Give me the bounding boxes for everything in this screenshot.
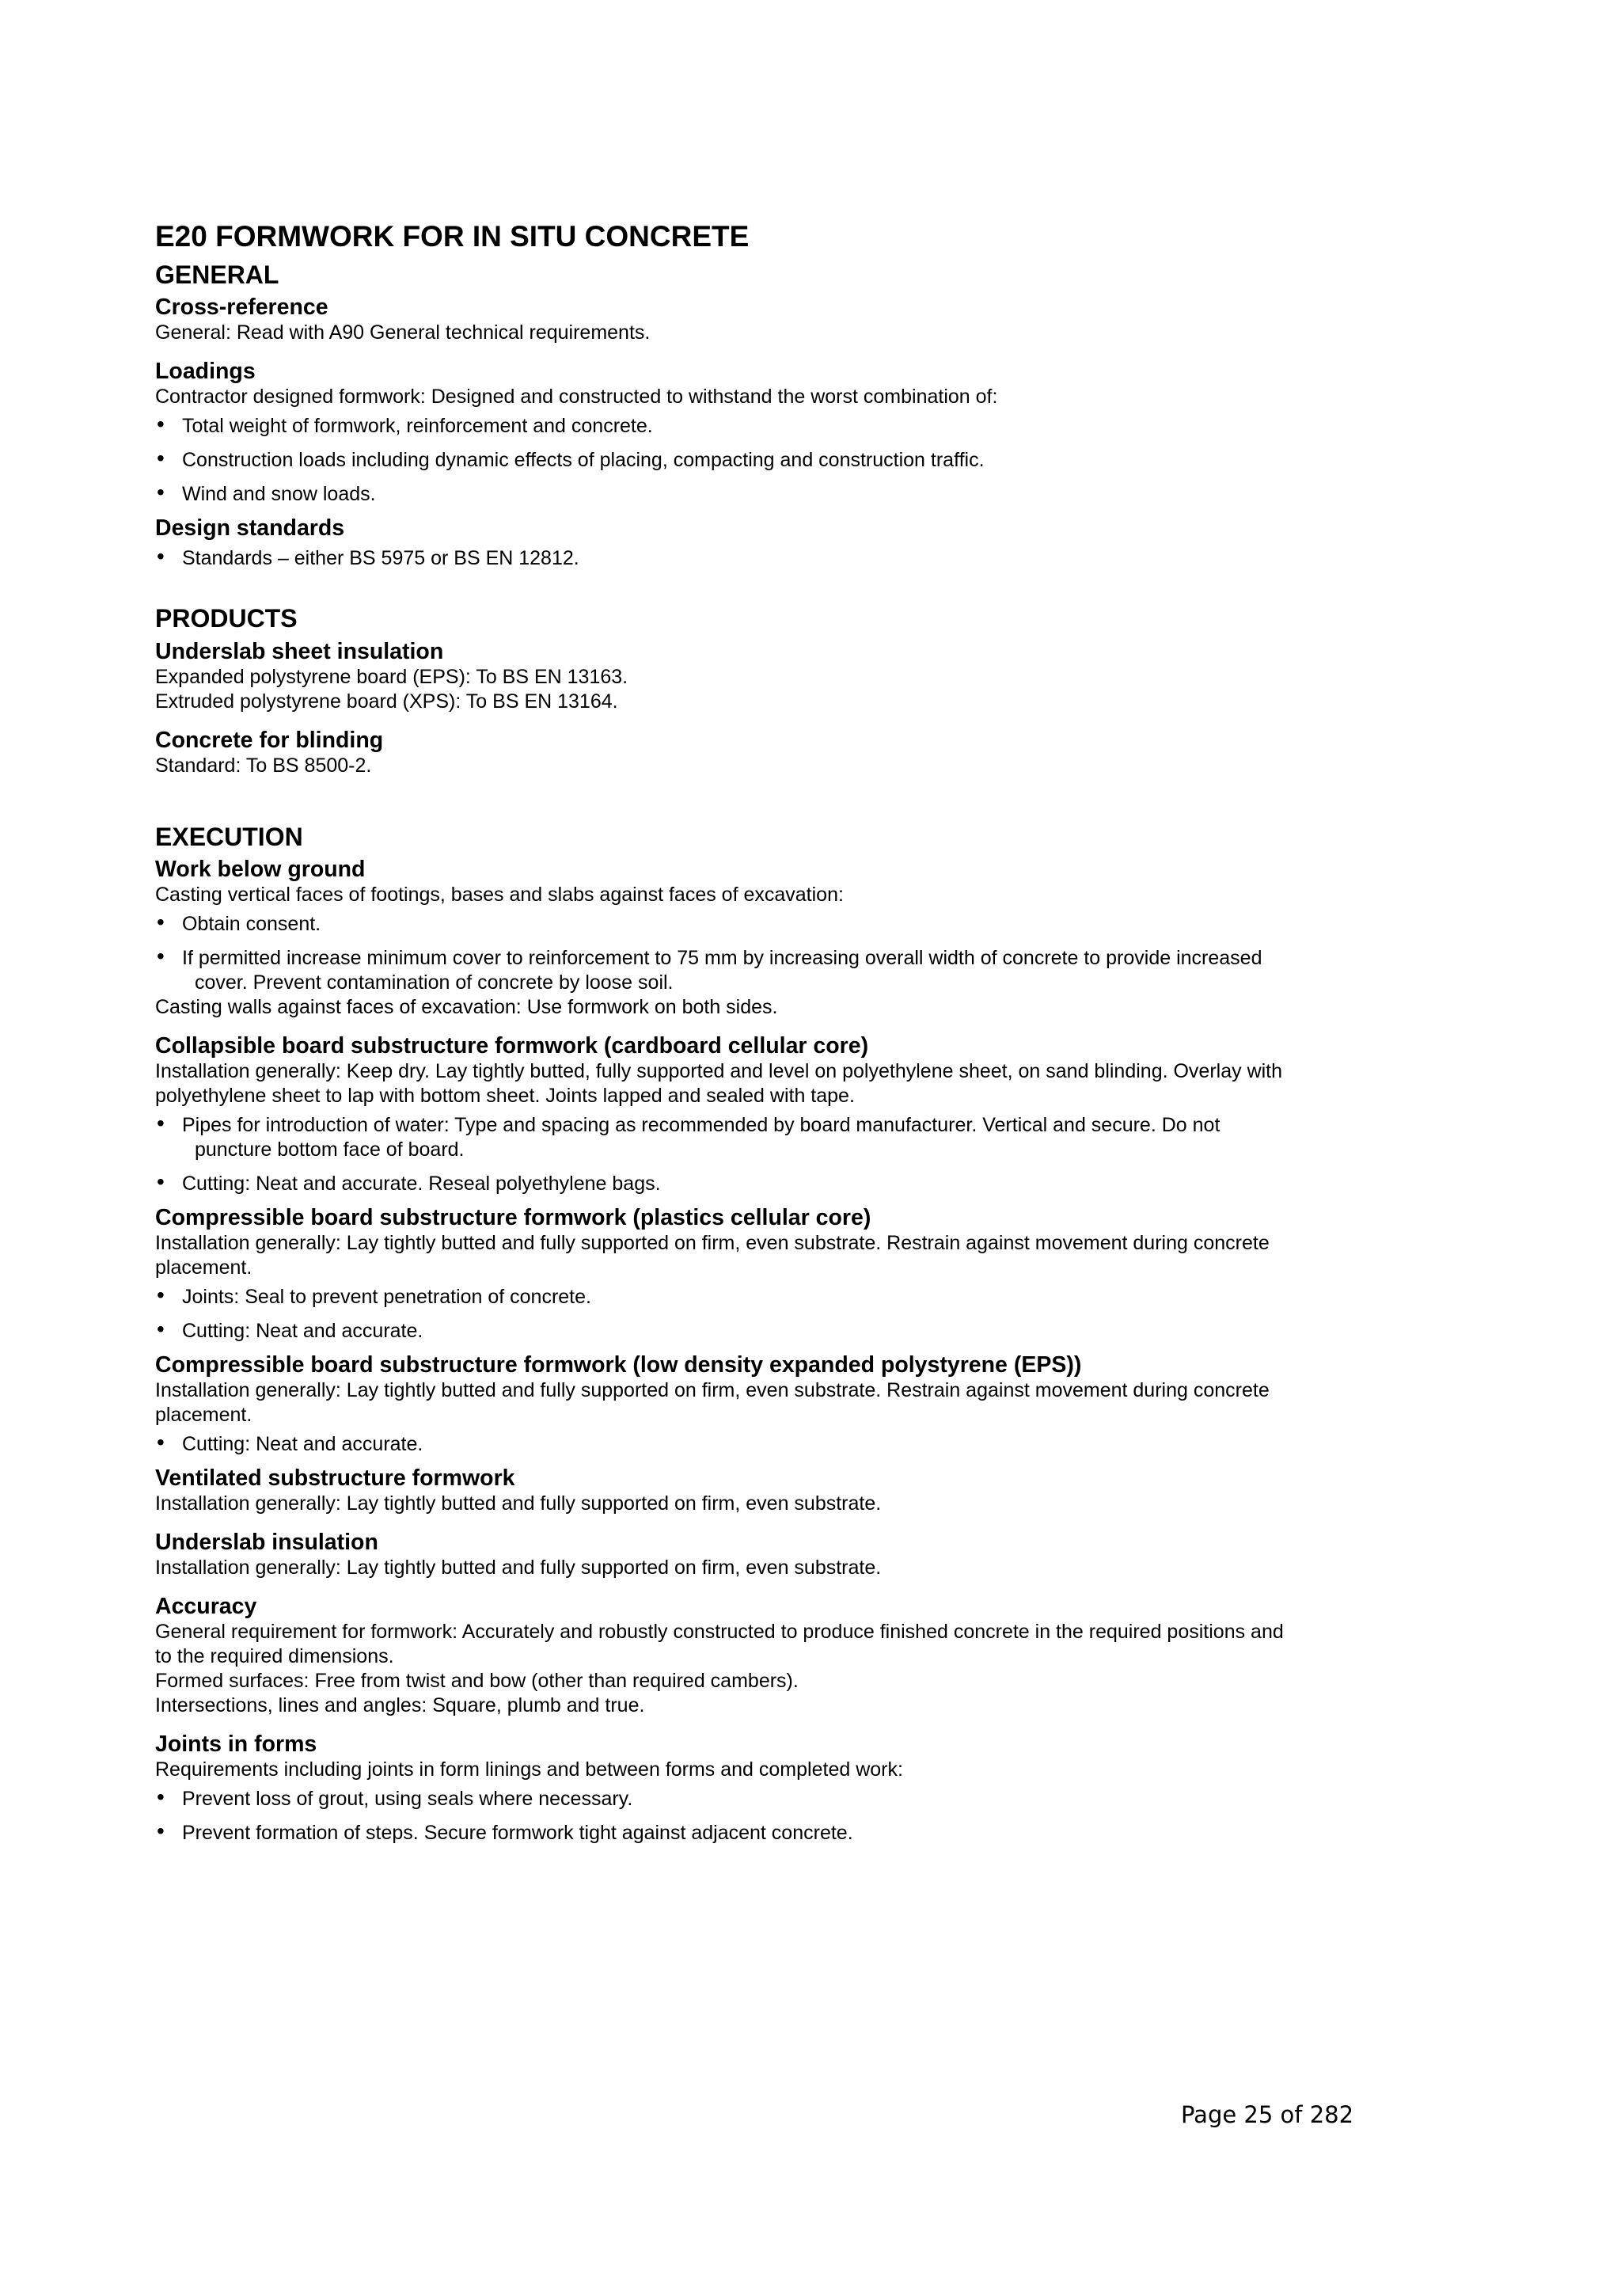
clause-heading: Loadings xyxy=(155,359,256,385)
section-heading-products: PRODUCTS xyxy=(155,604,298,633)
clause-cross-reference xyxy=(155,295,1422,345)
clause-text: Casting walls against faces of excavation: Use formwork on both sides. xyxy=(155,996,778,1019)
list-item xyxy=(155,946,1422,995)
clause-heading: Compressible board substructure formwork (low density expanded polystyrene (EPS)) xyxy=(155,1352,1082,1378)
clause-compressible-eps xyxy=(155,1353,1422,1457)
list-item: • Prevent formation of steps. Secure formwork tight against adjacent concrete. xyxy=(155,1821,1422,1846)
clause-underslab-insulation xyxy=(155,1530,1422,1580)
clause-underslab-sheet-insulation xyxy=(155,640,1422,714)
list-item: • Construction loads including dynamic effects of placing, compacting and construction traffic. xyxy=(155,448,1422,473)
page-number: Page 25 of 282 xyxy=(1181,2101,1354,2128)
document-title: E20 FORMWORK FOR IN SITU CONCRETE xyxy=(155,220,750,253)
list-item-line: cover. Prevent contamination of concrete by loose soil. xyxy=(195,971,674,994)
clause-joints-in-forms xyxy=(155,1732,1422,1846)
clause-heading: Cross-reference xyxy=(155,295,328,321)
clause-accuracy xyxy=(155,1595,1422,1718)
clause-text: Casting vertical faces of footings, bases and slabs against faces of excavation: xyxy=(155,884,844,907)
bullet-list xyxy=(155,1432,1422,1457)
clause-concrete-for-blinding xyxy=(155,728,1422,778)
clause-design-standards xyxy=(155,516,1422,571)
list-item-line: If permitted increase minimum cover to reinforcement to 75 mm by increasing overall width of concrete to provide increased xyxy=(182,947,1262,970)
clause-collapsible-board xyxy=(155,1034,1422,1196)
clause-text: Installation generally: Keep dry. Lay tightly butted, fully supported and level on polyethylene sheet, on sand blinding. Overlay with xyxy=(155,1060,1283,1083)
clause-heading: Joints in forms xyxy=(155,1731,317,1757)
list-item-line: puncture bottom face of board. xyxy=(195,1138,465,1161)
clause-heading: Collapsible board substructure formwork (cardboard cellular core) xyxy=(155,1033,869,1059)
clause-text: placement. xyxy=(155,1256,252,1279)
list-item: • Total weight of formwork, reinforcement and concrete. xyxy=(155,414,1422,439)
bullet-list xyxy=(155,414,1422,507)
clause-heading: Design standards xyxy=(155,515,345,542)
clause-text: Requirements including joints in form linings and between forms and completed work: xyxy=(155,1758,903,1781)
document-body xyxy=(155,220,1422,1855)
clause-text: Intersections, lines and angles: Square, plumb and true. xyxy=(155,1693,645,1716)
clause-loadings xyxy=(155,359,1422,507)
list-item: • Standards – either BS 5975 or BS EN 12812. xyxy=(155,546,1422,571)
list-item: • Cutting: Neat and accurate. xyxy=(155,1319,1422,1344)
clause-text: Expanded polystyrene board (EPS): To BS EN 13163. xyxy=(155,665,628,688)
list-item-line: Pipes for introduction of water: Type and spacing as recommended by board manufacturer. Vertical and secure. Do not xyxy=(182,1114,1220,1137)
clause-heading: Work below ground xyxy=(155,857,366,883)
clause-heading: Underslab insulation xyxy=(155,1530,378,1555)
bullet-list xyxy=(155,1787,1422,1846)
clause-text: Installation generally: Lay tightly butted and fully supported on firm, even substrate. xyxy=(155,1492,882,1515)
clause-text: Installation generally: Lay tightly butted and fully supported on firm, even substrate. Restrain against movement during concrete xyxy=(155,1379,1270,1402)
clause-text: Standard: To BS 8500-2. xyxy=(155,754,372,777)
clause-ventilated xyxy=(155,1466,1422,1516)
clause-compressible-plastics xyxy=(155,1206,1422,1344)
clause-heading: Concrete for blinding xyxy=(155,727,384,753)
clause-text: Contractor designed formwork: Designed and constructed to withstand the worst combination of: xyxy=(155,386,998,409)
clause-work-below-ground xyxy=(155,857,1422,1020)
clause-text: Installation generally: Lay tightly butted and fully supported on firm, even substrate. xyxy=(155,1556,882,1579)
bullet-list xyxy=(155,912,1422,995)
list-item: • Joints: Seal to prevent penetration of concrete. xyxy=(155,1285,1422,1310)
clause-text: Formed surfaces: Free from twist and bow (other than required cambers). xyxy=(155,1669,799,1692)
bullet-list xyxy=(155,1285,1422,1344)
clause-heading: Compressible board substructure formwork (plastics cellular core) xyxy=(155,1205,871,1231)
clause-text: General: Read with A90 General technical requirements. xyxy=(155,321,651,344)
clause-text: Extruded polystyrene board (XPS): To BS EN 13164. xyxy=(155,690,618,713)
list-item: • Cutting: Neat and accurate. Reseal polyethylene bags. xyxy=(155,1172,1422,1196)
clause-text: placement. xyxy=(155,1404,252,1427)
section-heading-general: GENERAL xyxy=(155,260,279,289)
bullet-list xyxy=(155,1113,1422,1196)
list-item: • Wind and snow loads. xyxy=(155,482,1422,507)
list-item: • Obtain consent. xyxy=(155,912,1422,937)
bullet-list xyxy=(155,546,1422,571)
clause-text: General requirement for formwork: Accurately and robustly constructed to produce finished concrete in the required positions and xyxy=(155,1620,1284,1643)
clause-heading: Ventilated substructure formwork xyxy=(155,1465,515,1492)
clause-heading: Underslab sheet insulation xyxy=(155,638,444,664)
list-item: • Cutting: Neat and accurate. xyxy=(155,1432,1422,1457)
list-item: • Prevent loss of grout, using seals where necessary. xyxy=(155,1787,1422,1811)
clause-text: polyethylene sheet to lap with bottom sheet. Joints lapped and sealed with tape. xyxy=(155,1085,855,1108)
section-heading-execution: EXECUTION xyxy=(155,822,303,851)
list-item xyxy=(155,1113,1422,1162)
clause-heading: Accuracy xyxy=(155,1593,257,1619)
clause-text: Installation generally: Lay tightly butted and fully supported on firm, even substrate. Restrain against movement during concrete xyxy=(155,1232,1270,1255)
clause-text: to the required dimensions. xyxy=(155,1644,394,1667)
